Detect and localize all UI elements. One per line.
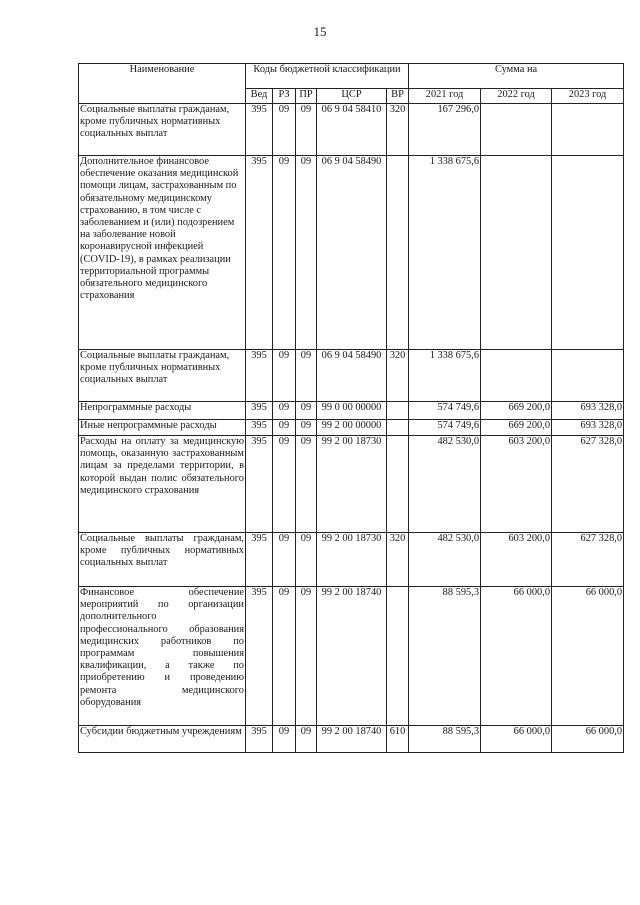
row-pr: 09 <box>296 420 317 436</box>
row-rz: 09 <box>273 587 296 726</box>
page-number: 15 <box>313 24 327 39</box>
row-csr: 99 2 00 18740 <box>317 726 387 753</box>
row-2021: 88 595,3 <box>409 726 481 753</box>
row-2023 <box>552 156 624 350</box>
row-2023: 66 000,0 <box>552 587 624 726</box>
table-row <box>79 587 624 726</box>
row-name: Непрограммные расходы <box>79 402 246 420</box>
row-2023 <box>552 350 624 402</box>
row-rz: 09 <box>273 533 296 587</box>
row-pr: 09 <box>296 587 317 726</box>
row-2022 <box>481 104 552 156</box>
row-rz: 09 <box>273 104 296 156</box>
row-name: Дополнительное финансовое обеспечение оказания медицинской помощи лицам, застрахованным по обязательному медицинскому страхованию, в том числе с заболеванием и (или) подозрением на заболевание новой коронавирусной инфекцией (COVID-19), в рамках реализации территориальной программы обязательного медицинского страхования <box>79 156 246 350</box>
row-2021: 1 338 675,6 <box>409 350 481 402</box>
row-pr: 09 <box>296 726 317 753</box>
row-2022: 669 200,0 <box>481 420 552 436</box>
row-name: Социальные выплаты гражданам, кроме публичных нормативных социальных выплат <box>79 104 246 156</box>
row-pr: 09 <box>296 104 317 156</box>
row-rz: 09 <box>273 156 296 350</box>
row-vr <box>387 587 409 726</box>
row-rz: 09 <box>273 420 296 436</box>
row-vr: 320 <box>387 533 409 587</box>
header-csr: ЦСР <box>317 89 387 104</box>
header-name: Наименование <box>79 64 246 104</box>
row-name: Иные непрограммные расходы <box>79 420 246 436</box>
row-2022: 603 200,0 <box>481 533 552 587</box>
row-csr: 06 9 04 58410 <box>317 104 387 156</box>
row-2022: 66 000,0 <box>481 587 552 726</box>
row-pr: 09 <box>296 156 317 350</box>
table-row <box>79 726 624 753</box>
row-vr <box>387 420 409 436</box>
row-2022: 669 200,0 <box>481 402 552 420</box>
row-2021: 574 749,6 <box>409 402 481 420</box>
row-csr: 06 9 04 58490 <box>317 350 387 402</box>
table-row <box>79 104 624 156</box>
row-2021: 482 530,0 <box>409 533 481 587</box>
header-codes-group: Коды бюджетной классификации <box>246 64 409 89</box>
row-name: Расходы на оплату за медицинскую помощь, оказанную застрахованным лицам за пределами территории, в которой выдан полис обязательного медицинского страхования <box>79 436 246 533</box>
row-csr: 99 2 00 18730 <box>317 436 387 533</box>
budget-table <box>78 63 624 753</box>
row-ved: 395 <box>246 156 273 350</box>
header-sum-group: Сумма на <box>409 64 624 89</box>
table-row <box>79 156 624 350</box>
row-vr <box>387 436 409 533</box>
row-2021: 574 749,6 <box>409 420 481 436</box>
row-2023: 627 328,0 <box>552 533 624 587</box>
row-2021: 167 296,0 <box>409 104 481 156</box>
row-pr: 09 <box>296 402 317 420</box>
row-ved: 395 <box>246 402 273 420</box>
row-vr <box>387 402 409 420</box>
row-ved: 395 <box>246 726 273 753</box>
row-pr: 09 <box>296 436 317 533</box>
row-rz: 09 <box>273 436 296 533</box>
row-csr: 99 0 00 00000 <box>317 402 387 420</box>
row-ved: 395 <box>246 533 273 587</box>
table-row <box>79 420 624 436</box>
row-2023: 693 328,0 <box>552 402 624 420</box>
row-name: Социальные выплаты гражданам, кроме публичных нормативных социальных выплат <box>79 533 246 587</box>
row-pr: 09 <box>296 533 317 587</box>
row-vr: 320 <box>387 350 409 402</box>
row-2023 <box>552 104 624 156</box>
row-2023: 627 328,0 <box>552 436 624 533</box>
row-2021: 482 530,0 <box>409 436 481 533</box>
header-2023: 2023 год <box>552 89 624 104</box>
row-ved: 395 <box>246 587 273 726</box>
row-rz: 09 <box>273 350 296 402</box>
table-row <box>79 533 624 587</box>
row-vr <box>387 156 409 350</box>
table-row <box>79 350 624 402</box>
header-ved: Вед <box>246 89 273 104</box>
header-rz: РЗ <box>273 89 296 104</box>
header-2022: 2022 год <box>481 89 552 104</box>
row-pr: 09 <box>296 350 317 402</box>
row-2021: 1 338 675,6 <box>409 156 481 350</box>
row-rz: 09 <box>273 726 296 753</box>
header-vr: ВР <box>387 89 409 104</box>
row-ved: 395 <box>246 420 273 436</box>
row-2022: 603 200,0 <box>481 436 552 533</box>
row-ved: 395 <box>246 104 273 156</box>
row-ved: 395 <box>246 436 273 533</box>
header-pr: ПР <box>296 89 317 104</box>
header-2021: 2021 год <box>409 89 481 104</box>
row-csr: 99 2 00 18730 <box>317 533 387 587</box>
table-row <box>79 402 624 420</box>
row-name: Субсидии бюджетным учреждениям <box>79 726 246 753</box>
row-2023: 66 000,0 <box>552 726 624 753</box>
row-name: Социальные выплаты гражданам, кроме публичных нормативных социальных выплат <box>79 350 246 402</box>
row-csr: 99 2 00 00000 <box>317 420 387 436</box>
row-2022 <box>481 156 552 350</box>
row-2022: 66 000,0 <box>481 726 552 753</box>
row-rz: 09 <box>273 402 296 420</box>
row-2022 <box>481 350 552 402</box>
row-csr: 99 2 00 18740 <box>317 587 387 726</box>
row-vr: 610 <box>387 726 409 753</box>
row-vr: 320 <box>387 104 409 156</box>
row-ved: 395 <box>246 350 273 402</box>
row-csr: 06 9 04 58490 <box>317 156 387 350</box>
table-row <box>79 436 624 533</box>
row-name: Финансовое обеспечение мероприятий по организации дополнительного профессионального образования медицинских работников по программам повышения квалификации, а также по приобретению и проведению ремонта медицинского оборудования <box>79 587 246 726</box>
row-2021: 88 595,3 <box>409 587 481 726</box>
row-2023: 693 328,0 <box>552 420 624 436</box>
